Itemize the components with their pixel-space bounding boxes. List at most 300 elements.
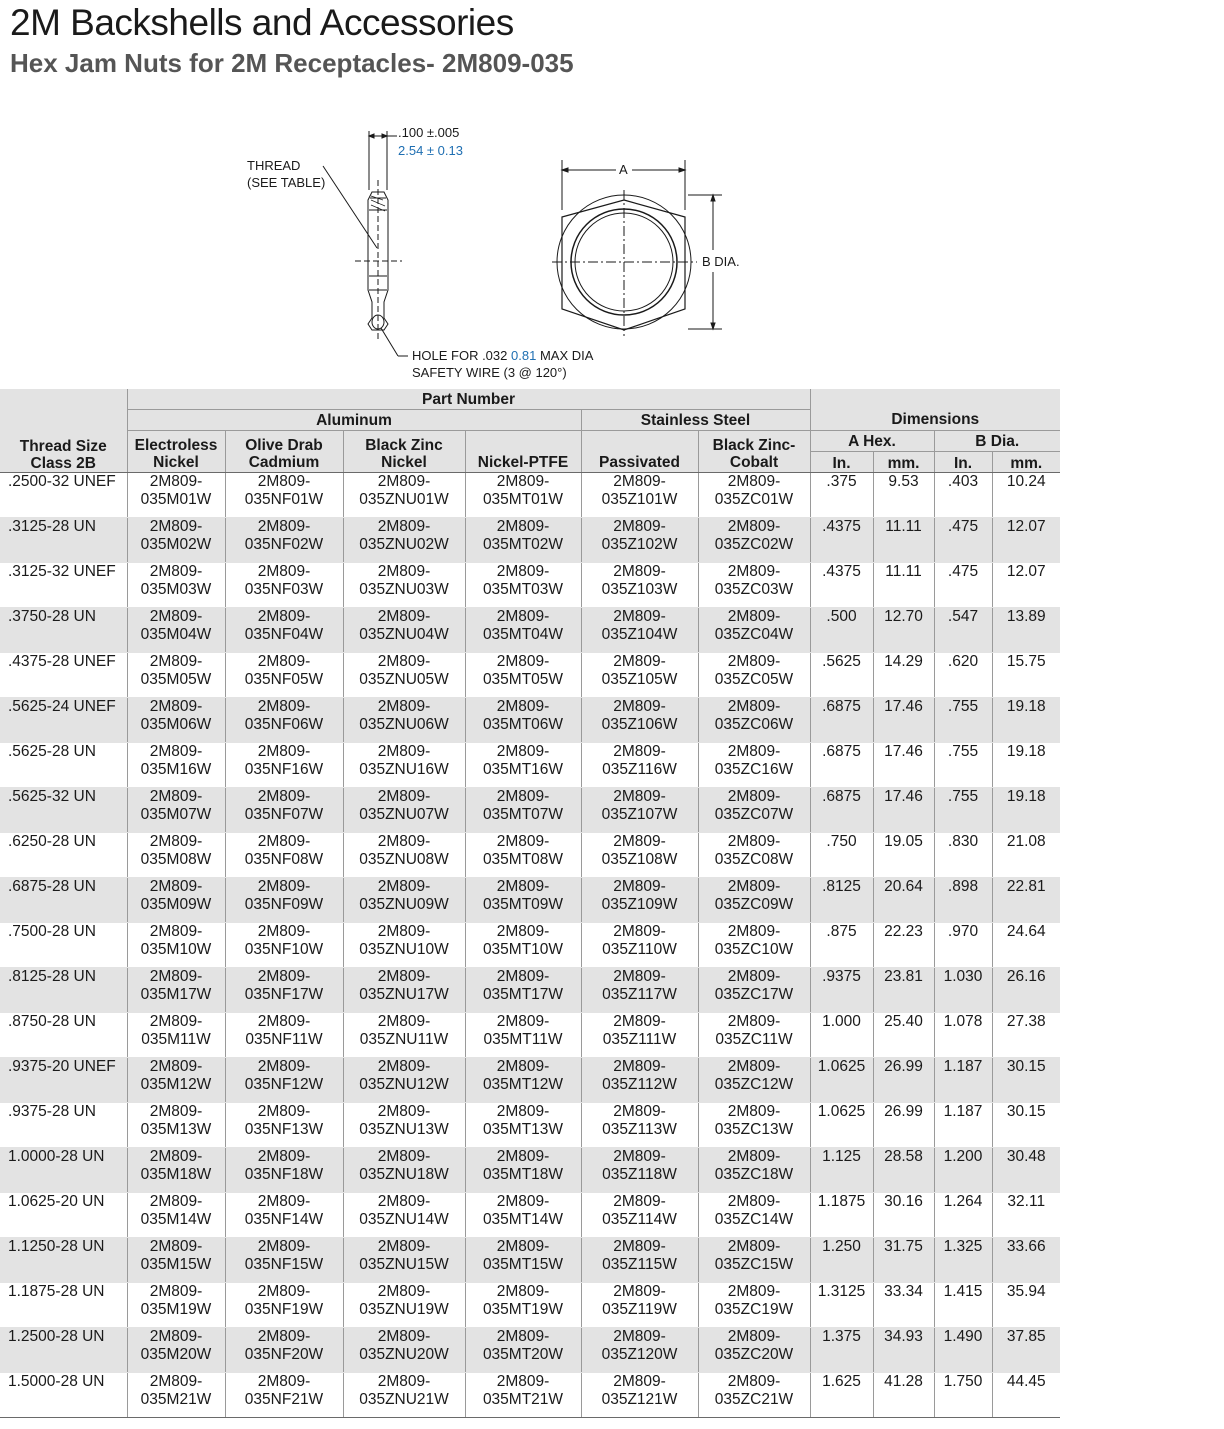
olive-drab-cadmium-cell xyxy=(225,1013,343,1058)
black-zinc-cobalt-cell xyxy=(698,1238,810,1283)
part-number-prefix: 2M809- xyxy=(727,1013,781,1030)
black-zinc-nickel-cell xyxy=(343,608,465,653)
part-number-suffix: 035NF11W xyxy=(245,1031,323,1048)
part-number-prefix: 2M809- xyxy=(496,1373,550,1390)
a-hex-in-cell: 1.625 xyxy=(810,1373,873,1418)
electroless-nickel-cell xyxy=(127,1013,225,1058)
part-number-suffix: 035MT10W xyxy=(482,941,564,958)
thread-size-cell: .6875-28 UN xyxy=(0,878,127,923)
thread-size-cell: .8750-28 UN xyxy=(0,1013,127,1058)
black-zinc-cobalt-cell xyxy=(698,923,810,968)
part-number-prefix: 2M809- xyxy=(727,698,781,715)
part-number-prefix: 2M809- xyxy=(377,743,431,760)
part-number-suffix: 035Z121W xyxy=(601,1391,678,1408)
part-number-prefix: 2M809- xyxy=(149,968,203,985)
a-hex-mm-cell: 17.46 xyxy=(873,698,934,743)
part-number-prefix: 2M809- xyxy=(377,518,431,535)
thread-size-cell: .9375-20 UNEF xyxy=(0,1058,127,1103)
olive-drab-cadmium-cell xyxy=(225,923,343,968)
b-dia-mm-cell: 12.07 xyxy=(992,518,1060,563)
a-hex-in-cell: .6875 xyxy=(810,698,873,743)
page-subtitle: Hex Jam Nuts for 2M Receptacles- 2M809-035 xyxy=(10,48,574,78)
part-number-prefix: 2M809- xyxy=(727,923,781,940)
passivated-cell xyxy=(581,1373,698,1418)
part-number-suffix: 035NF16W xyxy=(244,761,324,778)
part-number-prefix: 2M809- xyxy=(496,1193,550,1210)
a-hex-in-cell: .6875 xyxy=(810,743,873,788)
black-zinc-cobalt-cell xyxy=(698,788,810,833)
b-dia-mm-cell: 26.16 xyxy=(992,968,1060,1013)
electroless-nickel-cell xyxy=(127,518,225,563)
part-number-suffix: 035ZC04W xyxy=(714,626,794,643)
black-zinc-nickel-cell xyxy=(343,698,465,743)
part-number-prefix: 2M809- xyxy=(149,1103,203,1120)
nickel-ptfe-cell xyxy=(465,743,581,788)
part-number-suffix: 035Z116W xyxy=(602,761,677,778)
part-number-prefix: 2M809- xyxy=(257,1013,311,1030)
electroless-nickel-cell xyxy=(127,1283,225,1328)
part-number-prefix: 2M809- xyxy=(377,1328,431,1345)
nickel-ptfe-cell xyxy=(465,1238,581,1283)
thread-size-cell: 1.1250-28 UN xyxy=(0,1238,127,1283)
passivated-cell xyxy=(581,1013,698,1058)
black-zinc-cobalt-cell xyxy=(698,1058,810,1103)
part-number-suffix: 035NF20W xyxy=(244,1346,324,1363)
black-zinc-nickel-cell xyxy=(343,1013,465,1058)
part-number-prefix: 2M809- xyxy=(613,968,666,985)
arrowhead-left xyxy=(369,134,374,138)
part-number-suffix: 035NF12W xyxy=(244,1076,324,1093)
electroless-nickel-cell xyxy=(127,563,225,608)
part-number-prefix: 2M809- xyxy=(257,833,311,850)
part-number-prefix: 2M809- xyxy=(149,1238,203,1255)
a-hex-mm-cell: 14.29 xyxy=(873,653,934,698)
part-number-suffix: 035NF05W xyxy=(244,671,324,688)
black-zinc-nickel-cell xyxy=(343,878,465,923)
part-number-prefix: 2M809- xyxy=(613,1238,666,1255)
b-dia-mm-cell: 13.89 xyxy=(992,608,1060,653)
part-number-prefix: 2M809- xyxy=(613,1283,666,1300)
hole-label-mm: 0.81 xyxy=(511,348,537,363)
part-number-suffix: 035ZNU03W xyxy=(359,581,449,598)
part-number-prefix: 2M809- xyxy=(149,878,203,895)
black-zinc-cobalt-header xyxy=(698,431,810,473)
table-row xyxy=(0,1058,1060,1103)
part-number-suffix: 035M07W xyxy=(140,806,212,823)
part-number-prefix: 2M809- xyxy=(257,1373,311,1390)
part-number-suffix: 035MT01W xyxy=(482,491,564,508)
part-number-prefix: 2M809- xyxy=(496,473,550,490)
part-number-prefix: 2M809- xyxy=(613,923,666,940)
a-hex-in-cell: 1.1875 xyxy=(810,1193,873,1238)
table-row xyxy=(0,923,1060,968)
part-number-suffix: 035ZC14W xyxy=(714,1211,794,1228)
a-in-header: In. xyxy=(810,452,873,473)
a-hex-mm-cell: 41.28 xyxy=(873,1373,934,1418)
part-number-prefix: 2M809- xyxy=(377,653,431,670)
part-number-suffix: 035NF19W xyxy=(244,1301,324,1318)
part-number-suffix: 035ZNU07W xyxy=(359,806,449,823)
part-number-prefix: 2M809- xyxy=(149,563,203,580)
thread-size-cell: 1.1875-28 UN xyxy=(0,1283,127,1328)
olive-drab-cadmium-cell xyxy=(225,1328,343,1373)
nickel-ptfe-cell xyxy=(465,1193,581,1238)
a-hex-in-cell: 1.375 xyxy=(810,1328,873,1373)
part-number-suffix: 035NF15W xyxy=(244,1256,324,1273)
part-number-suffix: 035ZNU18W xyxy=(359,1166,449,1183)
dim-a-label: A xyxy=(619,162,628,177)
black-zinc-nickel-cell xyxy=(343,1103,465,1148)
part-number-suffix: 035NF21W xyxy=(244,1391,324,1408)
a-hex-mm-cell: 12.70 xyxy=(873,608,934,653)
passivated-cell xyxy=(581,563,698,608)
a-hex-in-cell: 1.0625 xyxy=(810,1103,873,1148)
black-zinc-cobalt-cell xyxy=(698,1283,810,1328)
part-number-prefix: 2M809- xyxy=(377,1193,431,1210)
part-number-prefix: 2M809- xyxy=(613,1013,666,1030)
part-number-suffix: 035M10W xyxy=(140,941,212,958)
b-dia-mm-cell: 27.38 xyxy=(992,1013,1060,1058)
electroless-nickel-cell xyxy=(127,1238,225,1283)
part-number-prefix: 2M809- xyxy=(613,878,666,895)
olive-drab-cadmium-header xyxy=(225,431,343,473)
part-number-suffix: 035ZC09W xyxy=(714,896,794,913)
part-number-prefix: 2M809- xyxy=(727,1328,781,1345)
b-dia-in-cell: 1.325 xyxy=(934,1238,992,1283)
bzc-label: Black Zinc- xyxy=(712,437,796,454)
part-number-prefix: 2M809- xyxy=(149,608,203,625)
a-hex-in-cell: .4375 xyxy=(810,563,873,608)
part-number-suffix: 035ZNU20W xyxy=(359,1346,449,1363)
part-number-prefix: 2M809- xyxy=(727,788,781,805)
b-dia-mm-cell: 10.24 xyxy=(992,473,1060,518)
thread-size-cell: .5625-32 UN xyxy=(0,788,127,833)
part-number-prefix: 2M809- xyxy=(149,788,203,805)
part-number-prefix: 2M809- xyxy=(257,563,311,580)
part-number-suffix: 035Z114W xyxy=(602,1211,677,1228)
thread-label-note: (SEE TABLE) xyxy=(247,175,326,190)
passivated-cell xyxy=(581,698,698,743)
thread-size-title: Thread Size xyxy=(19,438,107,455)
part-number-prefix: 2M809- xyxy=(257,698,311,715)
olive-drab-cadmium-cell xyxy=(225,1148,343,1193)
black-zinc-nickel-cell xyxy=(343,563,465,608)
table-body xyxy=(0,473,1060,1418)
a-hex-mm-cell: 34.93 xyxy=(873,1328,934,1373)
part-number-suffix: 035MT11W xyxy=(483,1031,563,1048)
table-row xyxy=(0,1373,1060,1418)
part-number-prefix: 2M809- xyxy=(257,473,311,490)
part-number-suffix: 035M19W xyxy=(140,1301,212,1318)
hole-leader-line xyxy=(381,328,398,356)
hole-label-prefix: HOLE FOR .032 xyxy=(412,348,508,363)
passivated-cell xyxy=(581,743,698,788)
part-number-suffix: 035NF14W xyxy=(244,1211,324,1228)
a-hex-mm-cell: 28.58 xyxy=(873,1148,934,1193)
a-hex-mm-cell: 11.11 xyxy=(873,518,934,563)
part-number-prefix: 2M809- xyxy=(727,653,781,670)
table-row xyxy=(0,1013,1060,1058)
side-view-drawing xyxy=(323,131,408,356)
b-dia-mm-cell: 37.85 xyxy=(992,1328,1060,1373)
part-number-prefix: 2M809- xyxy=(496,653,550,670)
a-hex-mm-cell: 25.40 xyxy=(873,1013,934,1058)
part-number-prefix: 2M809- xyxy=(257,743,311,760)
electroless-nickel-cell xyxy=(127,878,225,923)
part-number-suffix: 035MT05W xyxy=(482,671,564,688)
part-number-prefix: 2M809- xyxy=(613,1103,666,1120)
olive-drab-cadmium-cell xyxy=(225,788,343,833)
part-number-suffix: 035NF06W xyxy=(244,716,324,733)
part-number-suffix: 035Z106W xyxy=(601,716,678,733)
part-number-prefix: 2M809- xyxy=(257,1193,311,1210)
part-number-prefix: 2M809- xyxy=(149,923,203,940)
electroless-nickel-cell xyxy=(127,473,225,518)
part-number-prefix: 2M809- xyxy=(377,1283,431,1300)
part-number-prefix: 2M809- xyxy=(257,968,311,985)
passivated-cell xyxy=(581,653,698,698)
part-number-prefix: 2M809- xyxy=(613,788,666,805)
part-number-suffix: 035Z103W xyxy=(601,581,678,598)
nickel-ptfe-cell xyxy=(465,653,581,698)
front-view-drawing xyxy=(552,160,722,336)
thread-size-cell: .2500-32 UNEF xyxy=(0,473,127,518)
part-number-suffix: 035M09W xyxy=(140,896,212,913)
table-row xyxy=(0,518,1060,563)
part-number-prefix: 2M809- xyxy=(496,698,550,715)
thread-size-cell: .3125-28 UN xyxy=(0,518,127,563)
electroless-nickel-cell xyxy=(127,1058,225,1103)
part-number-suffix: 035ZNU08W xyxy=(359,851,449,868)
b-in-header: In. xyxy=(934,452,992,473)
part-number-prefix: 2M809- xyxy=(149,1058,203,1075)
part-number-prefix: 2M809- xyxy=(727,1058,781,1075)
part-number-prefix: 2M809- xyxy=(257,788,311,805)
electroless-nickel-cell xyxy=(127,653,225,698)
part-number-suffix: 035MT20W xyxy=(482,1346,564,1363)
part-number-prefix: 2M809- xyxy=(377,1013,431,1030)
black-zinc-cobalt-cell xyxy=(698,1373,810,1418)
part-number-prefix: 2M809- xyxy=(257,653,311,670)
electroless-nickel-cell xyxy=(127,1193,225,1238)
part-number-prefix: 2M809- xyxy=(257,608,311,625)
black-zinc-nickel-cell xyxy=(343,1148,465,1193)
part-number-suffix: 035Z104W xyxy=(601,626,678,643)
nickel-ptfe-cell xyxy=(465,563,581,608)
part-number-suffix: 035MT02W xyxy=(482,536,564,553)
black-zinc-nickel-cell xyxy=(343,833,465,878)
table-row xyxy=(0,563,1060,608)
nickel-ptfe-cell xyxy=(465,968,581,1013)
part-number-suffix: 035Z109W xyxy=(601,896,678,913)
part-number-prefix: 2M809- xyxy=(613,518,666,535)
black-zinc-nickel-cell xyxy=(343,788,465,833)
b-dia-mm-cell: 21.08 xyxy=(992,833,1060,878)
safety-wire-label: SAFETY WIRE (3 @ 120°) xyxy=(412,365,567,380)
part-number-prefix: 2M809- xyxy=(257,878,311,895)
black-zinc-cobalt-cell xyxy=(698,833,810,878)
olive-drab-cadmium-cell xyxy=(225,608,343,653)
olive-drab-cadmium-cell xyxy=(225,518,343,563)
black-zinc-cobalt-cell xyxy=(698,518,810,563)
part-number-prefix: 2M809- xyxy=(377,923,431,940)
part-number-prefix: 2M809- xyxy=(496,518,550,535)
black-zinc-cobalt-cell xyxy=(698,1328,810,1373)
part-number-prefix: 2M809- xyxy=(496,1013,550,1030)
part-number-suffix: 035M16W xyxy=(140,761,212,778)
electroless-nickel-cell xyxy=(127,608,225,653)
table-row xyxy=(0,878,1060,923)
table-row xyxy=(0,608,1060,653)
thread-size-cell: .5625-28 UN xyxy=(0,743,127,788)
a-hex-in-cell: .5625 xyxy=(810,653,873,698)
part-number-prefix: 2M809- xyxy=(496,608,550,625)
part-number-prefix: 2M809- xyxy=(727,563,781,580)
b-dia-header: B Dia. xyxy=(934,431,1060,452)
black-zinc-nickel-cell xyxy=(343,1328,465,1373)
part-number-suffix: 035M05W xyxy=(140,671,212,688)
b-dia-mm-cell: 30.15 xyxy=(992,1103,1060,1148)
olive-drab-cadmium-cell xyxy=(225,1238,343,1283)
b-dia-mm-cell: 15.75 xyxy=(992,653,1060,698)
thread-size-cell: 1.0000-28 UN xyxy=(0,1148,127,1193)
table-row xyxy=(0,1193,1060,1238)
a-hex-mm-cell: 17.46 xyxy=(873,788,934,833)
table-row xyxy=(0,1238,1060,1283)
part-number-prefix: 2M809- xyxy=(377,968,431,985)
part-number-suffix: 035ZC01W xyxy=(714,491,794,508)
thread-size-cell: .6250-28 UN xyxy=(0,833,127,878)
part-number-prefix: 2M809- xyxy=(149,1328,203,1345)
olive-drab-cadmium-cell xyxy=(225,1283,343,1328)
table-row xyxy=(0,1328,1060,1373)
part-number-suffix: 035NF08W xyxy=(244,851,324,868)
nickel-ptfe-cell xyxy=(465,1058,581,1103)
part-number-prefix: 2M809- xyxy=(613,608,666,625)
b-dia-in-cell: 1.030 xyxy=(934,968,992,1013)
nickel-ptfe-cell xyxy=(465,1283,581,1328)
part-number-suffix: 035MT18W xyxy=(482,1166,564,1183)
black-zinc-nickel-cell xyxy=(343,653,465,698)
part-number-prefix: 2M809- xyxy=(496,743,550,760)
black-zinc-nickel-cell xyxy=(343,1058,465,1103)
part-number-suffix: 035Z102W xyxy=(601,536,678,553)
olive-drab-cadmium-cell xyxy=(225,563,343,608)
thread-size-cell: 1.2500-28 UN xyxy=(0,1328,127,1373)
nickel-ptfe-cell xyxy=(465,833,581,878)
dim-b-label: B DIA. xyxy=(702,254,740,269)
part-number-prefix: 2M809- xyxy=(496,563,550,580)
part-number-suffix: 035M21W xyxy=(140,1391,212,1408)
thread-size-cell: .5625-24 UNEF xyxy=(0,698,127,743)
part-number-prefix: 2M809- xyxy=(377,1058,431,1075)
a-hex-mm-cell: 19.05 xyxy=(873,833,934,878)
part-number-suffix: 035NF10W xyxy=(244,941,324,958)
passivated-cell xyxy=(581,608,698,653)
part-number-prefix: 2M809- xyxy=(149,698,203,715)
part-number-suffix: 035ZC18W xyxy=(714,1166,794,1183)
b-dia-in-cell: .970 xyxy=(934,923,992,968)
part-number-prefix: 2M809- xyxy=(377,878,431,895)
b-dia-mm-cell: 32.11 xyxy=(992,1193,1060,1238)
part-number-suffix: 035ZNU16W xyxy=(359,761,449,778)
a-hex-mm-cell: 31.75 xyxy=(873,1238,934,1283)
part-number-prefix: 2M809- xyxy=(496,878,550,895)
part-number-suffix: 035ZC06W xyxy=(714,716,794,733)
passivated-cell xyxy=(581,473,698,518)
black-zinc-cobalt-cell xyxy=(698,878,810,923)
a-mm-header: mm. xyxy=(873,452,934,473)
b-dia-mm-cell: 35.94 xyxy=(992,1283,1060,1328)
nickel-ptfe-cell xyxy=(465,1148,581,1193)
class-title: Class 2B xyxy=(30,455,96,472)
b-dia-in-cell: 1.187 xyxy=(934,1058,992,1103)
part-number-suffix: 035Z108W xyxy=(601,851,678,868)
part-number-prefix: 2M809- xyxy=(496,1283,550,1300)
nickel-ptfe-cell xyxy=(465,698,581,743)
olive-drab-cadmium-cell xyxy=(225,653,343,698)
black-zinc-nickel-cell xyxy=(343,968,465,1013)
thread-size-cell: .8125-28 UN xyxy=(0,968,127,1013)
part-number-suffix: 035ZC11W xyxy=(715,1031,793,1048)
a-hex-in-cell: .4375 xyxy=(810,518,873,563)
black-zinc-nickel-cell xyxy=(343,1373,465,1418)
a-hex-in-cell: .375 xyxy=(810,473,873,518)
a-hex-in-cell: .500 xyxy=(810,608,873,653)
black-zinc-cobalt-cell xyxy=(698,1013,810,1058)
black-zinc-cobalt-cell xyxy=(698,563,810,608)
olive-drab-cadmium-cell xyxy=(225,1058,343,1103)
part-number-prefix: 2M809- xyxy=(377,563,431,580)
part-number-prefix: 2M809- xyxy=(727,878,781,895)
black-zinc-nickel-header xyxy=(343,431,465,473)
table-row xyxy=(0,1103,1060,1148)
part-number-prefix: 2M809- xyxy=(727,1373,781,1390)
a-hex-in-cell: .6875 xyxy=(810,788,873,833)
part-number-suffix: 035ZNU10W xyxy=(359,941,449,958)
part-number-prefix: 2M809- xyxy=(613,1328,666,1345)
part-number-suffix: 035ZNU17W xyxy=(359,986,449,1003)
passivated-cell xyxy=(581,1238,698,1283)
b-dia-in-cell: .403 xyxy=(934,473,992,518)
nickel-ptfe-cell xyxy=(465,923,581,968)
part-number-prefix: 2M809- xyxy=(257,1103,311,1120)
black-zinc-cobalt-cell xyxy=(698,653,810,698)
b-dia-in-cell: .547 xyxy=(934,608,992,653)
part-number-suffix: 035NF07W xyxy=(244,806,324,823)
part-number-prefix: 2M809- xyxy=(496,923,550,940)
part-number-prefix: 2M809- xyxy=(613,1148,666,1165)
table-row xyxy=(0,698,1060,743)
part-number-prefix: 2M809- xyxy=(727,968,781,985)
olive-label: Olive Drab xyxy=(245,437,323,454)
olive-drab-cadmium-cell xyxy=(225,698,343,743)
black-zinc-cobalt-cell xyxy=(698,1103,810,1148)
dimensions-header-spacer xyxy=(810,389,1060,410)
passivated-cell xyxy=(581,1328,698,1373)
b-mm-header: mm. xyxy=(992,452,1060,473)
part-number-prefix: 2M809- xyxy=(496,1103,550,1120)
part-number-header: Part Number xyxy=(127,389,810,410)
part-number-table xyxy=(0,389,1060,1418)
part-number-suffix: 035Z110W xyxy=(602,941,677,958)
part-number-suffix: 035Z119W xyxy=(602,1301,677,1318)
black-zinc-nickel-cell xyxy=(343,473,465,518)
nickel-ptfe-cell xyxy=(465,1328,581,1373)
part-number-prefix: 2M809- xyxy=(727,518,781,535)
electroless-nickel-cell xyxy=(127,1103,225,1148)
part-number-suffix: 035ZC15W xyxy=(714,1256,794,1273)
